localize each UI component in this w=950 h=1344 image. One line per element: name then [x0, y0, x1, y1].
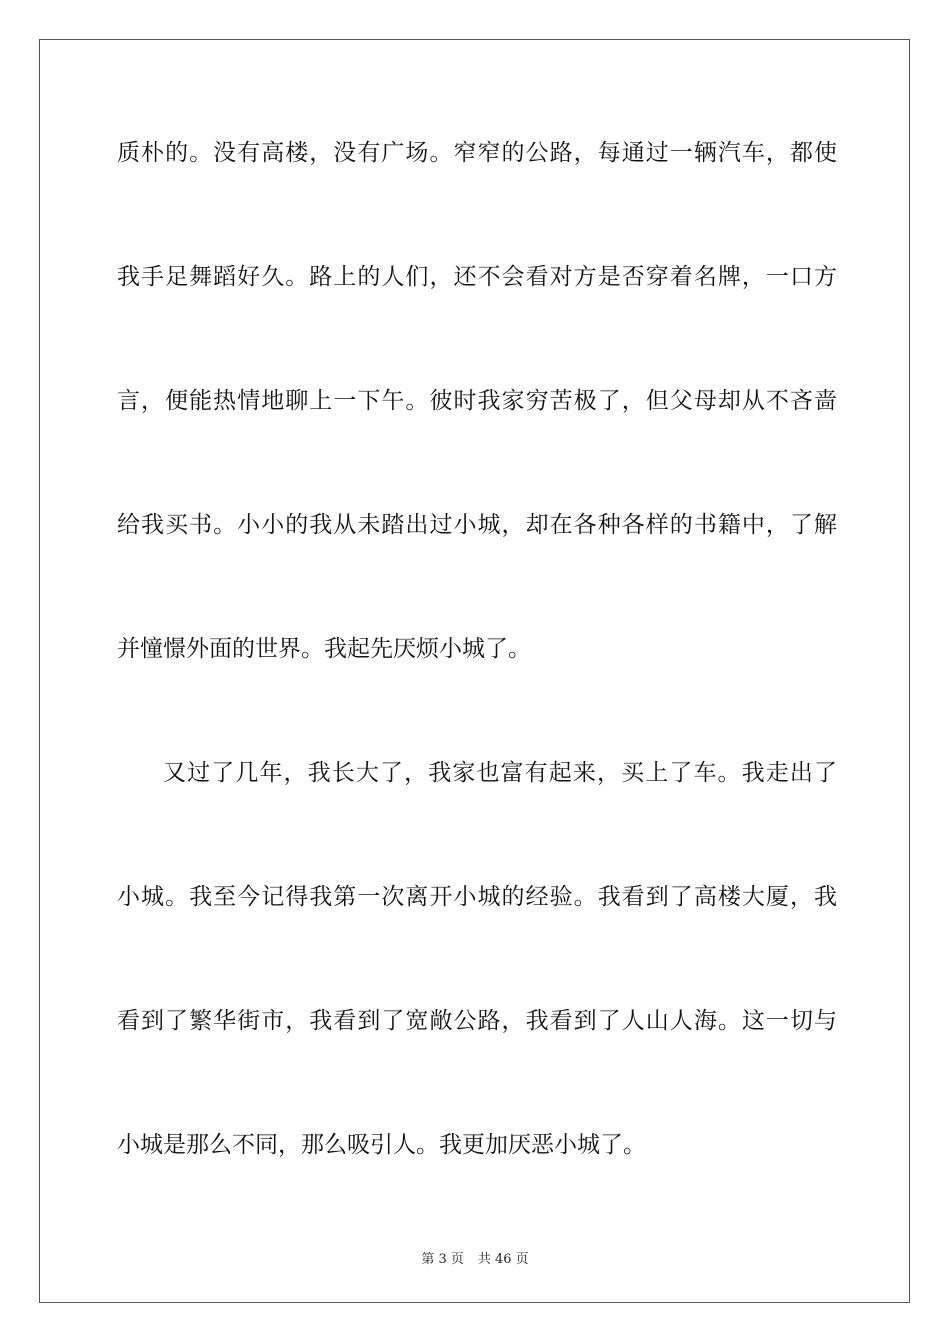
- paragraph-line-8: 看到了繁华街市，我看到了宽敞公路，我看到了人山人海。这一切与: [117, 1008, 837, 1034]
- paragraph-line-2: 我手足舞蹈好久。路上的人们，还不会看对方是否穿着名牌，一口方: [117, 264, 837, 290]
- page-footer: [0, 1248, 950, 1267]
- paragraph-line-4: 给我买书。小小的我从未踏出过小城，却在各种各样的书籍中，了解: [117, 512, 837, 538]
- paragraph-line-9: 小城是那么不同，那么吸引人。我更加厌恶小城了。: [117, 1132, 646, 1158]
- page-total: 共 46 页: [477, 1252, 529, 1267]
- paragraph-line-3: 言，便能热情地聊上一下午。彼时我家穷苦极了，但父母却从不吝啬: [117, 388, 837, 414]
- page-number: 第 3 页: [421, 1252, 464, 1267]
- paragraph-line-6: 又过了几年，我长大了，我家也富有起来，买上了车。我走出了: [163, 760, 837, 786]
- page-border: [39, 39, 910, 1303]
- paragraph-line-7: 小城。我至今记得我第一次离开小城的经验。我看到了高楼大厦，我: [117, 884, 837, 910]
- paragraph-line-1: 质朴的。没有高楼，没有广场。窄窄的公路，每通过一辆汽车，都使: [117, 140, 837, 166]
- paragraph-line-5: 并憧憬外面的世界。我起先厌烦小城了。: [117, 636, 531, 662]
